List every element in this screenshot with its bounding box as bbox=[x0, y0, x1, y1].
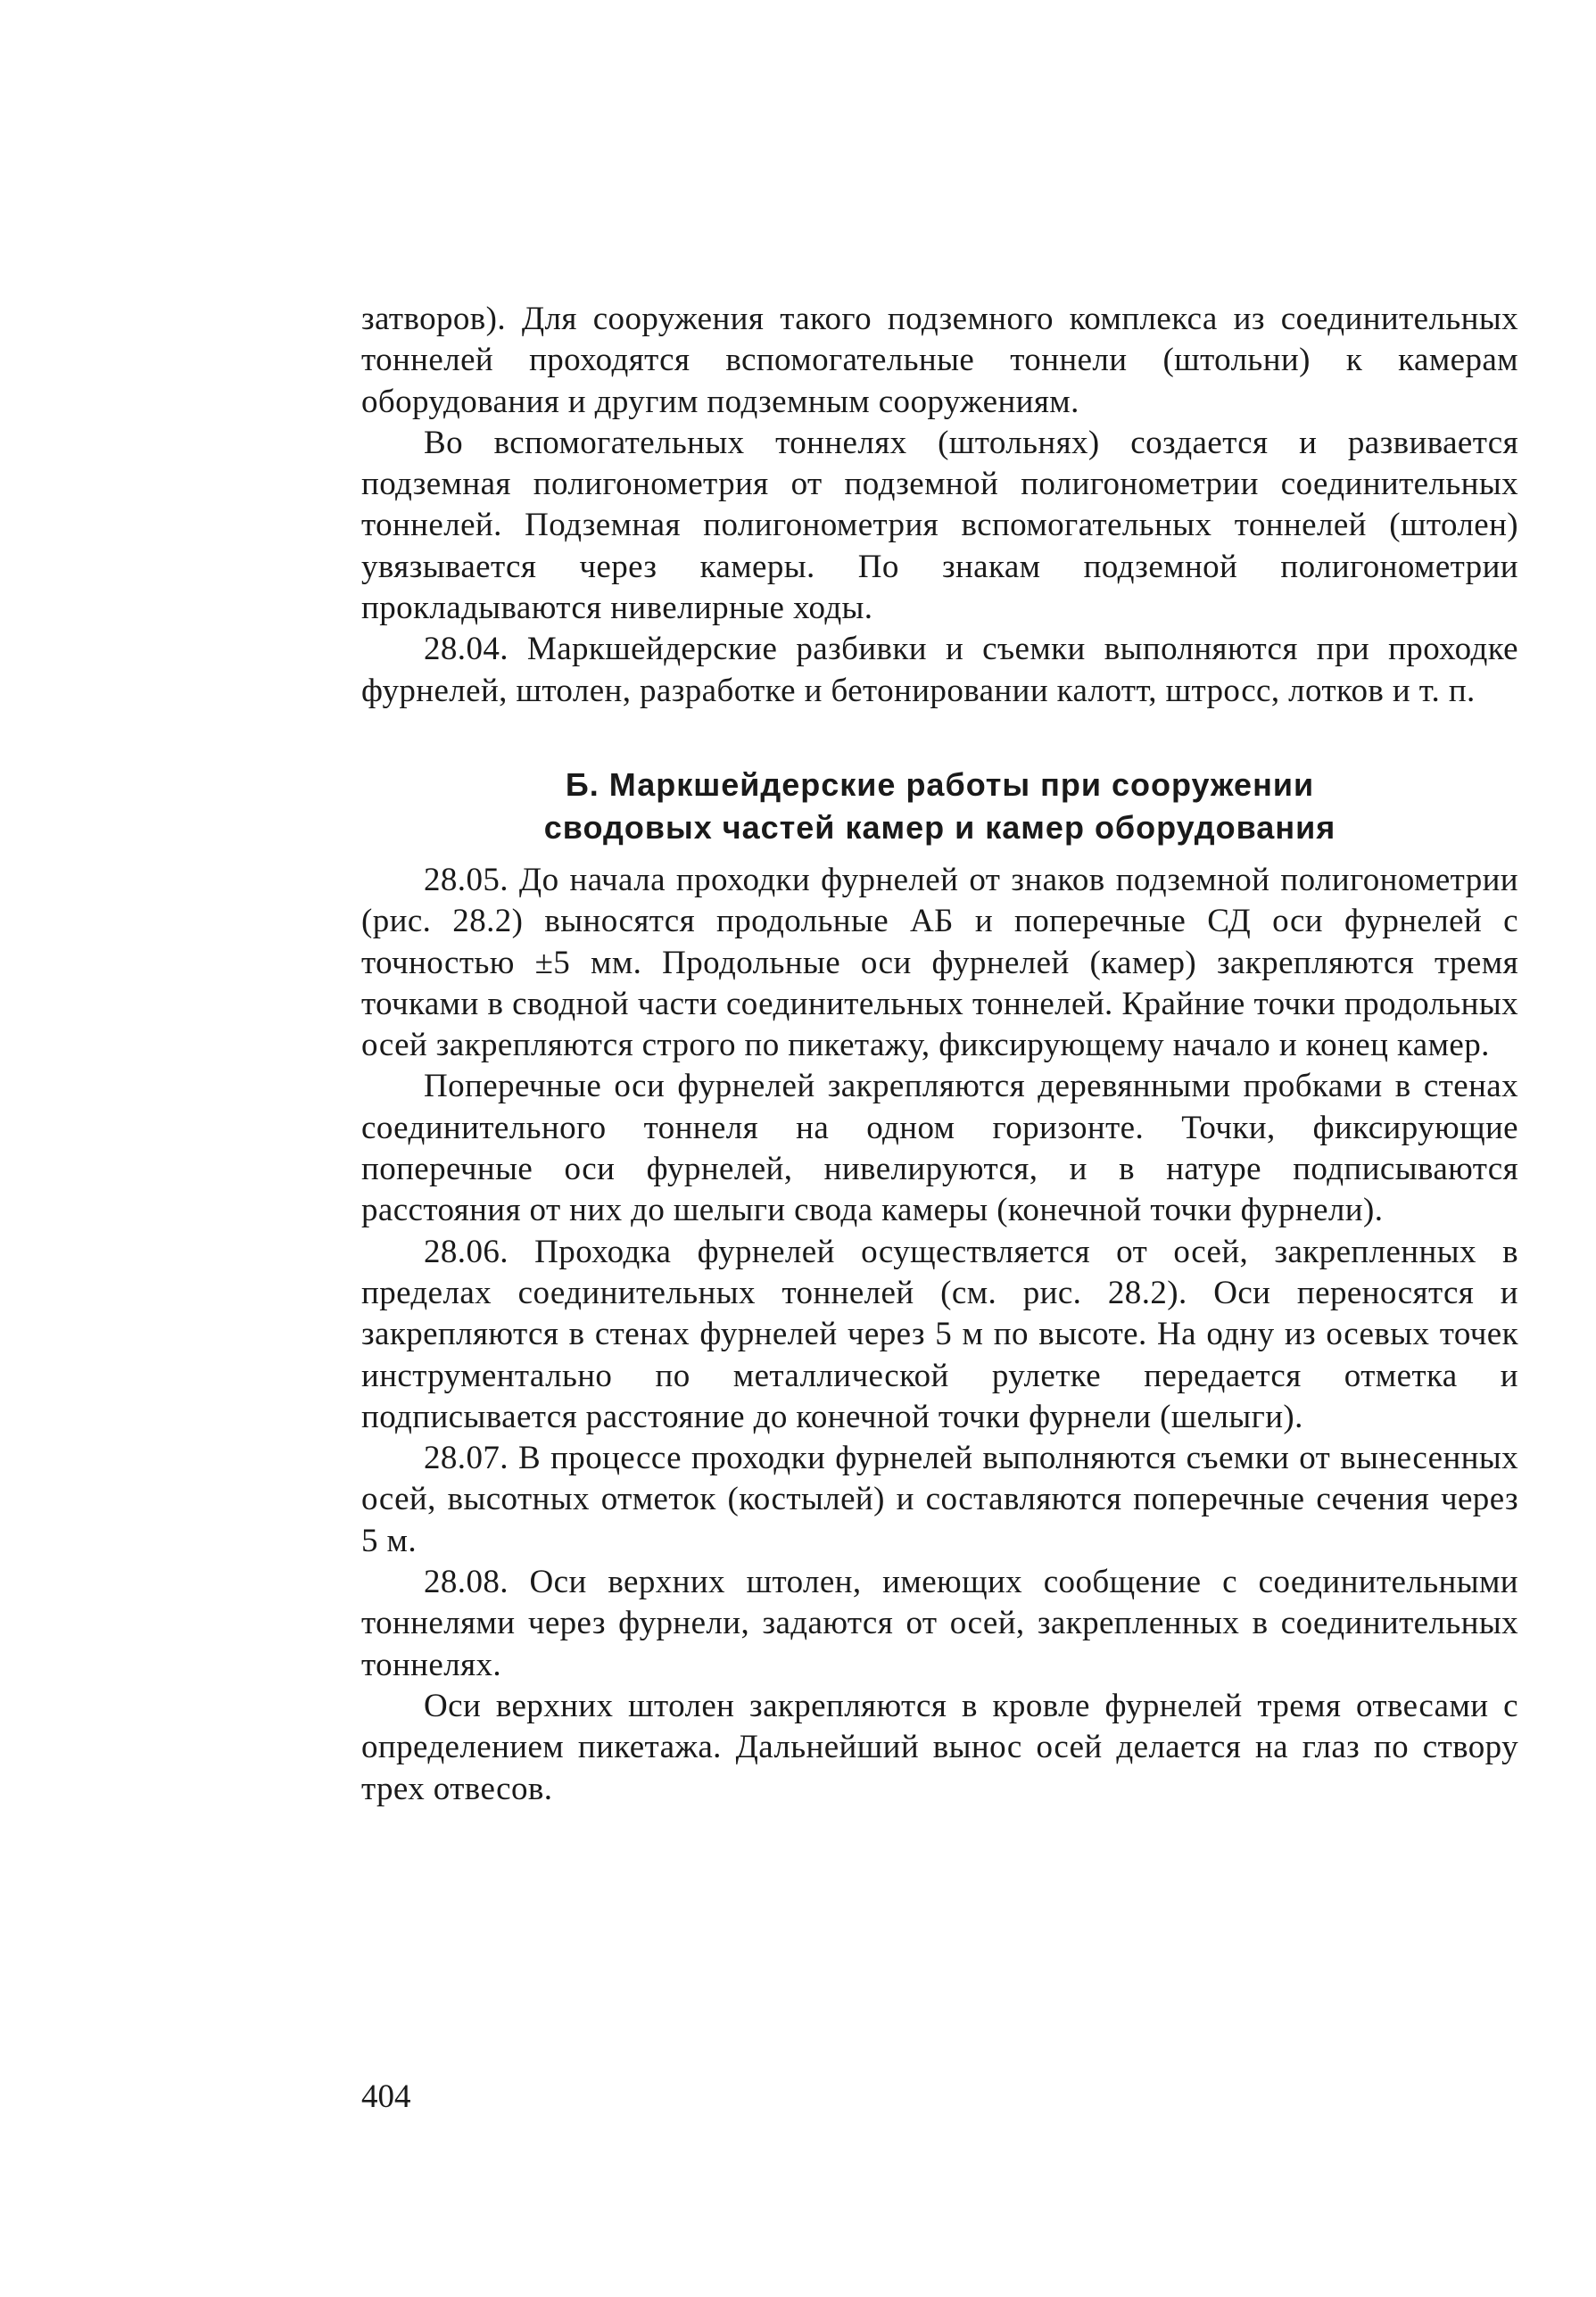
section-heading bbox=[361, 764, 1518, 849]
section-heading-line-2: сводовых частей камер и камер оборудования bbox=[543, 808, 1336, 846]
paragraph-auxiliary-tunnels: Во вспомогательных тоннелях (штольнях) создается и развивается подземная полигонометрия от подземной полигонометрии соединительных тоннелей. Подземная полигонометрия вспомогательных тоннелей (штолен) увязывается через камеры. По знакам подземной полигонометрии прокладываются нивелирные ходы. bbox=[361, 424, 1518, 627]
paragraph-28-04: 28.04. Маркшейдерские разбивки и съемки выполняются при проходке фурнелей, штолен, разработке и бетонировании калотт, штросс, лотков и т. п. bbox=[361, 631, 1518, 709]
page-number: 404 bbox=[361, 2078, 411, 2115]
paragraph-transverse-axes: Поперечные оси фурнелей закрепляются деревянными пробками в стенах соединительного тоннеля на одном горизонте. Точки, фиксирующие поперечные оси фурнелей, нивелируются, и в натуре подписываются расстояния от них до шелыги свода камеры (конечной точки фурнели). bbox=[361, 1068, 1518, 1229]
paragraph-28-07: 28.07. В процессе проходки фурнелей выполняются съемки от вынесенных осей, высотных отметок (костылей) и составляются поперечные сечения через 5 м. bbox=[361, 1440, 1518, 1559]
paragraph-upper-adits: Оси верхних штолен закрепляются в кровле фурнелей тремя отвесами с определением пикетажа. Дальнейший вынос осей делается на глаз по створу трех отвесов. bbox=[361, 1687, 1518, 1807]
section-heading-line-1: Б. Маркшейдерские работы при сооружении bbox=[565, 765, 1315, 803]
paragraph-28-06: 28.06. Проходка фурнелей осуществляется от осей, закрепленных в пределах соединительных тоннелей (см. рис. 28.2). Оси переносятся и закрепляются в стенах фурнелей через 5 м по высоте. На одну из осевых точек инструментально по металлической рулетке передается отметка и подписывается расстояние до конечной точки фурнели (шелыги). bbox=[361, 1233, 1518, 1435]
page-body bbox=[361, 299, 1518, 1810]
paragraph-28-05: 28.05. До начала проходки фурнелей от знаков подземной полигонометрии (рис. 28.2) выносятся продольные АБ и поперечные СД оси фурнелей с точностью ±5 мм. Продольные оси фурнелей (камер) закрепляются тремя точками в сводной части соединительных тоннелей. Крайние точки продольных осей закрепляются строго по пикетажу, фиксирующему начало и конец камер. bbox=[361, 861, 1518, 1064]
paragraph-28-08: 28.08. Оси верхних штолен, имеющих сообщение с соединительными тоннелями через фурнели, задаются от осей, закрепленных в соединительных тоннелях. bbox=[361, 1564, 1518, 1683]
paragraph-continued: затворов). Для сооружения такого подземного комплекса из соединительных тоннелей проходятся вспомогательные тоннели (штольни) к камерам оборудования и другим подземным сооружениям. bbox=[361, 301, 1518, 420]
